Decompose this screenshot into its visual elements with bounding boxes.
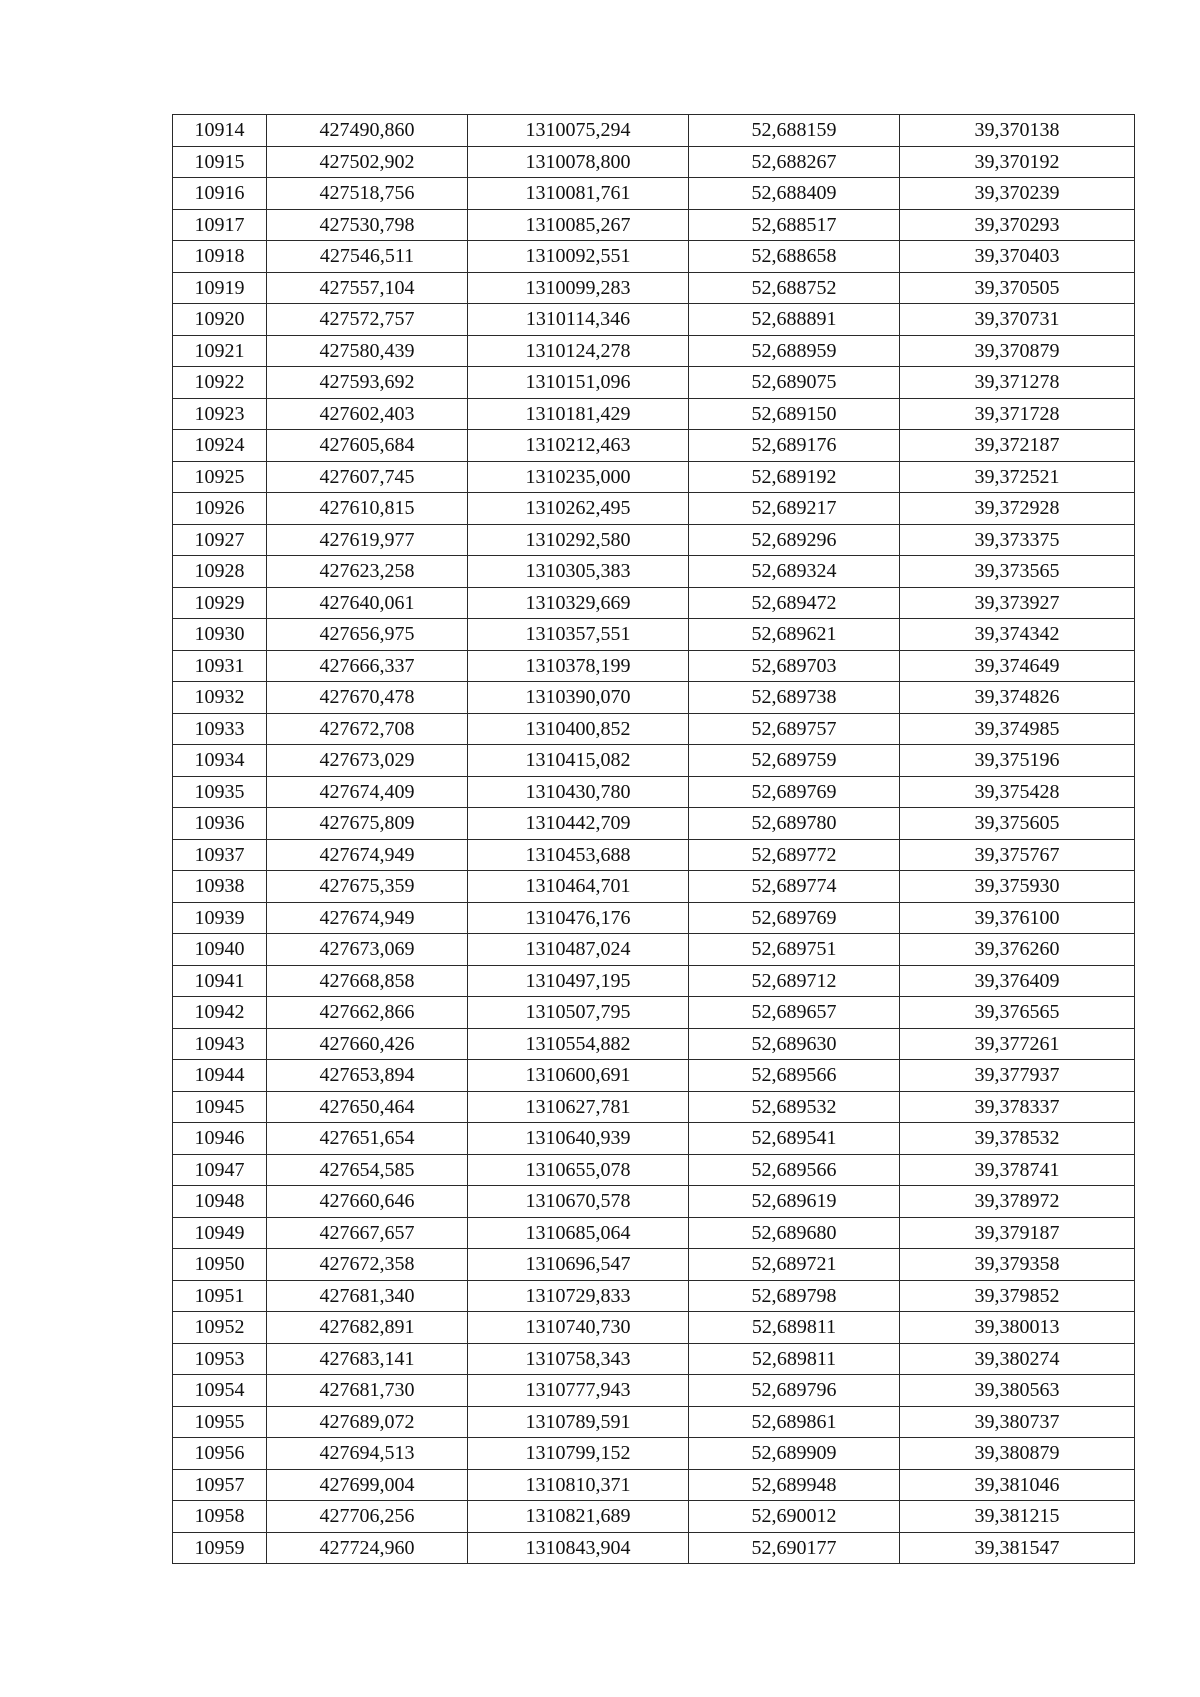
table-row — [173, 146, 1135, 178]
latitude-cell: 52,688267 — [689, 146, 900, 178]
table-row — [173, 335, 1135, 367]
x-coordinate-cell: 427619,977 — [267, 524, 468, 556]
x-coordinate-cell: 427580,439 — [267, 335, 468, 367]
y-coordinate-cell: 1310487,024 — [468, 934, 689, 966]
x-coordinate-cell: 427490,860 — [267, 115, 468, 147]
x-coordinate-cell: 427674,409 — [267, 776, 468, 808]
latitude-cell: 52,690177 — [689, 1532, 900, 1564]
x-coordinate-cell: 427660,646 — [267, 1186, 468, 1218]
table-row — [173, 1406, 1135, 1438]
point-number-cell: 10951 — [173, 1280, 267, 1312]
table-row — [173, 178, 1135, 210]
longitude-cell: 39,370505 — [900, 272, 1135, 304]
table-row — [173, 1343, 1135, 1375]
y-coordinate-cell: 1310453,688 — [468, 839, 689, 871]
table-row — [173, 1028, 1135, 1060]
x-coordinate-cell: 427623,258 — [267, 556, 468, 588]
x-coordinate-cell: 427674,949 — [267, 839, 468, 871]
longitude-cell: 39,375428 — [900, 776, 1135, 808]
x-coordinate-cell: 427530,798 — [267, 209, 468, 241]
longitude-cell: 39,378741 — [900, 1154, 1135, 1186]
latitude-cell: 52,689780 — [689, 808, 900, 840]
latitude-cell: 52,688159 — [689, 115, 900, 147]
x-coordinate-cell: 427681,730 — [267, 1375, 468, 1407]
point-number-cell: 10950 — [173, 1249, 267, 1281]
y-coordinate-cell: 1310442,709 — [468, 808, 689, 840]
table-row — [173, 1375, 1135, 1407]
x-coordinate-cell: 427672,358 — [267, 1249, 468, 1281]
latitude-cell: 52,689566 — [689, 1154, 900, 1186]
y-coordinate-cell: 1310329,669 — [468, 587, 689, 619]
y-coordinate-cell: 1310740,730 — [468, 1312, 689, 1344]
latitude-cell: 52,689811 — [689, 1343, 900, 1375]
y-coordinate-cell: 1310843,904 — [468, 1532, 689, 1564]
longitude-cell: 39,370138 — [900, 115, 1135, 147]
longitude-cell: 39,373375 — [900, 524, 1135, 556]
longitude-cell: 39,374342 — [900, 619, 1135, 651]
latitude-cell: 52,690012 — [689, 1501, 900, 1533]
x-coordinate-cell: 427681,340 — [267, 1280, 468, 1312]
longitude-cell: 39,379358 — [900, 1249, 1135, 1281]
table-row — [173, 871, 1135, 903]
y-coordinate-cell: 1310627,781 — [468, 1091, 689, 1123]
y-coordinate-cell: 1310507,795 — [468, 997, 689, 1029]
point-number-cell: 10921 — [173, 335, 267, 367]
table-row — [173, 1154, 1135, 1186]
point-number-cell: 10923 — [173, 398, 267, 430]
y-coordinate-cell: 1310476,176 — [468, 902, 689, 934]
x-coordinate-cell: 427675,359 — [267, 871, 468, 903]
x-coordinate-cell: 427683,141 — [267, 1343, 468, 1375]
x-coordinate-cell: 427557,104 — [267, 272, 468, 304]
y-coordinate-cell: 1310181,429 — [468, 398, 689, 430]
y-coordinate-cell: 1310212,463 — [468, 430, 689, 462]
table-row — [173, 304, 1135, 336]
latitude-cell: 52,689075 — [689, 367, 900, 399]
x-coordinate-cell: 427706,256 — [267, 1501, 468, 1533]
x-coordinate-cell: 427640,061 — [267, 587, 468, 619]
point-number-cell: 10932 — [173, 682, 267, 714]
longitude-cell: 39,370731 — [900, 304, 1135, 336]
latitude-cell: 52,688752 — [689, 272, 900, 304]
table-row — [173, 1217, 1135, 1249]
table-row — [173, 1469, 1135, 1501]
point-number-cell: 10924 — [173, 430, 267, 462]
x-coordinate-cell: 427650,464 — [267, 1091, 468, 1123]
point-number-cell: 10933 — [173, 713, 267, 745]
latitude-cell: 52,689798 — [689, 1280, 900, 1312]
table-row — [173, 776, 1135, 808]
latitude-cell: 52,688959 — [689, 335, 900, 367]
table-row — [173, 430, 1135, 462]
latitude-cell: 52,689909 — [689, 1438, 900, 1470]
table-row — [173, 115, 1135, 147]
longitude-cell: 39,370403 — [900, 241, 1135, 273]
y-coordinate-cell: 1310685,064 — [468, 1217, 689, 1249]
longitude-cell: 39,378972 — [900, 1186, 1135, 1218]
table-row — [173, 934, 1135, 966]
latitude-cell: 52,689751 — [689, 934, 900, 966]
latitude-cell: 52,689772 — [689, 839, 900, 871]
table-row — [173, 839, 1135, 871]
y-coordinate-cell: 1310357,551 — [468, 619, 689, 651]
x-coordinate-cell: 427502,902 — [267, 146, 468, 178]
x-coordinate-cell: 427668,858 — [267, 965, 468, 997]
x-coordinate-cell: 427694,513 — [267, 1438, 468, 1470]
table-row — [173, 524, 1135, 556]
latitude-cell: 52,689769 — [689, 902, 900, 934]
x-coordinate-cell: 427605,684 — [267, 430, 468, 462]
longitude-cell: 39,380013 — [900, 1312, 1135, 1344]
y-coordinate-cell: 1310810,371 — [468, 1469, 689, 1501]
x-coordinate-cell: 427667,657 — [267, 1217, 468, 1249]
table-row — [173, 367, 1135, 399]
point-number-cell: 10949 — [173, 1217, 267, 1249]
table-row — [173, 1091, 1135, 1123]
latitude-cell: 52,688409 — [689, 178, 900, 210]
table-row — [173, 619, 1135, 651]
y-coordinate-cell: 1310305,383 — [468, 556, 689, 588]
point-number-cell: 10955 — [173, 1406, 267, 1438]
latitude-cell: 52,689703 — [689, 650, 900, 682]
point-number-cell: 10930 — [173, 619, 267, 651]
latitude-cell: 52,689532 — [689, 1091, 900, 1123]
x-coordinate-cell: 427675,809 — [267, 808, 468, 840]
longitude-cell: 39,376409 — [900, 965, 1135, 997]
latitude-cell: 52,689630 — [689, 1028, 900, 1060]
y-coordinate-cell: 1310799,152 — [468, 1438, 689, 1470]
point-number-cell: 10927 — [173, 524, 267, 556]
point-number-cell: 10917 — [173, 209, 267, 241]
latitude-cell: 52,689619 — [689, 1186, 900, 1218]
point-number-cell: 10943 — [173, 1028, 267, 1060]
latitude-cell: 52,689657 — [689, 997, 900, 1029]
x-coordinate-cell: 427689,072 — [267, 1406, 468, 1438]
y-coordinate-cell: 1310777,943 — [468, 1375, 689, 1407]
longitude-cell: 39,373565 — [900, 556, 1135, 588]
longitude-cell: 39,372928 — [900, 493, 1135, 525]
latitude-cell: 52,689566 — [689, 1060, 900, 1092]
point-number-cell: 10959 — [173, 1532, 267, 1564]
x-coordinate-cell: 427607,745 — [267, 461, 468, 493]
longitude-cell: 39,370879 — [900, 335, 1135, 367]
y-coordinate-cell: 1310655,078 — [468, 1154, 689, 1186]
latitude-cell: 52,689721 — [689, 1249, 900, 1281]
y-coordinate-cell: 1310099,283 — [468, 272, 689, 304]
longitude-cell: 39,370293 — [900, 209, 1135, 241]
longitude-cell: 39,379187 — [900, 1217, 1135, 1249]
x-coordinate-cell: 427666,337 — [267, 650, 468, 682]
table-row — [173, 1280, 1135, 1312]
y-coordinate-cell: 1310640,939 — [468, 1123, 689, 1155]
point-number-cell: 10935 — [173, 776, 267, 808]
table-row — [173, 713, 1135, 745]
coordinates-table — [172, 114, 1135, 1564]
point-number-cell: 10957 — [173, 1469, 267, 1501]
point-number-cell: 10925 — [173, 461, 267, 493]
longitude-cell: 39,376565 — [900, 997, 1135, 1029]
table-row — [173, 1532, 1135, 1564]
point-number-cell: 10944 — [173, 1060, 267, 1092]
table-row — [173, 461, 1135, 493]
point-number-cell: 10920 — [173, 304, 267, 336]
longitude-cell: 39,374826 — [900, 682, 1135, 714]
point-number-cell: 10926 — [173, 493, 267, 525]
point-number-cell: 10942 — [173, 997, 267, 1029]
y-coordinate-cell: 1310789,591 — [468, 1406, 689, 1438]
point-number-cell: 10948 — [173, 1186, 267, 1218]
latitude-cell: 52,689541 — [689, 1123, 900, 1155]
y-coordinate-cell: 1310390,070 — [468, 682, 689, 714]
table-row — [173, 1312, 1135, 1344]
x-coordinate-cell: 427660,426 — [267, 1028, 468, 1060]
x-coordinate-cell: 427653,894 — [267, 1060, 468, 1092]
y-coordinate-cell: 1310151,096 — [468, 367, 689, 399]
x-coordinate-cell: 427572,757 — [267, 304, 468, 336]
point-number-cell: 10956 — [173, 1438, 267, 1470]
point-number-cell: 10922 — [173, 367, 267, 399]
table-row — [173, 1249, 1135, 1281]
point-number-cell: 10936 — [173, 808, 267, 840]
point-number-cell: 10929 — [173, 587, 267, 619]
y-coordinate-cell: 1310670,578 — [468, 1186, 689, 1218]
point-number-cell: 10941 — [173, 965, 267, 997]
table-row — [173, 1060, 1135, 1092]
point-number-cell: 10947 — [173, 1154, 267, 1186]
y-coordinate-cell: 1310497,195 — [468, 965, 689, 997]
latitude-cell: 52,689757 — [689, 713, 900, 745]
latitude-cell: 52,689759 — [689, 745, 900, 777]
point-number-cell: 10952 — [173, 1312, 267, 1344]
longitude-cell: 39,380737 — [900, 1406, 1135, 1438]
table-row — [173, 272, 1135, 304]
table-row — [173, 997, 1135, 1029]
y-coordinate-cell: 1310124,278 — [468, 335, 689, 367]
point-number-cell: 10914 — [173, 115, 267, 147]
longitude-cell: 39,376260 — [900, 934, 1135, 966]
latitude-cell: 52,689192 — [689, 461, 900, 493]
point-number-cell: 10938 — [173, 871, 267, 903]
table-row — [173, 1501, 1135, 1533]
longitude-cell: 39,375930 — [900, 871, 1135, 903]
table-row — [173, 1438, 1135, 1470]
longitude-cell: 39,378337 — [900, 1091, 1135, 1123]
latitude-cell: 52,689150 — [689, 398, 900, 430]
x-coordinate-cell: 427651,654 — [267, 1123, 468, 1155]
latitude-cell: 52,689738 — [689, 682, 900, 714]
latitude-cell: 52,689324 — [689, 556, 900, 588]
y-coordinate-cell: 1310696,547 — [468, 1249, 689, 1281]
point-number-cell: 10931 — [173, 650, 267, 682]
latitude-cell: 52,689796 — [689, 1375, 900, 1407]
table-row — [173, 241, 1135, 273]
table-row — [173, 398, 1135, 430]
latitude-cell: 52,689774 — [689, 871, 900, 903]
longitude-cell: 39,371728 — [900, 398, 1135, 430]
y-coordinate-cell: 1310600,691 — [468, 1060, 689, 1092]
point-number-cell: 10919 — [173, 272, 267, 304]
coordinates-table-body — [173, 115, 1135, 1564]
y-coordinate-cell: 1310085,267 — [468, 209, 689, 241]
y-coordinate-cell: 1310729,833 — [468, 1280, 689, 1312]
x-coordinate-cell: 427682,891 — [267, 1312, 468, 1344]
table-row — [173, 682, 1135, 714]
point-number-cell: 10946 — [173, 1123, 267, 1155]
table-row — [173, 493, 1135, 525]
x-coordinate-cell: 427699,004 — [267, 1469, 468, 1501]
x-coordinate-cell: 427518,756 — [267, 178, 468, 210]
longitude-cell: 39,374649 — [900, 650, 1135, 682]
longitude-cell: 39,377937 — [900, 1060, 1135, 1092]
y-coordinate-cell: 1310821,689 — [468, 1501, 689, 1533]
longitude-cell: 39,374985 — [900, 713, 1135, 745]
latitude-cell: 52,689861 — [689, 1406, 900, 1438]
y-coordinate-cell: 1310400,852 — [468, 713, 689, 745]
table-row — [173, 965, 1135, 997]
longitude-cell: 39,372187 — [900, 430, 1135, 462]
y-coordinate-cell: 1310554,882 — [468, 1028, 689, 1060]
y-coordinate-cell: 1310081,761 — [468, 178, 689, 210]
y-coordinate-cell: 1310262,495 — [468, 493, 689, 525]
y-coordinate-cell: 1310092,551 — [468, 241, 689, 273]
y-coordinate-cell: 1310078,800 — [468, 146, 689, 178]
latitude-cell: 52,689472 — [689, 587, 900, 619]
latitude-cell: 52,689296 — [689, 524, 900, 556]
longitude-cell: 39,377261 — [900, 1028, 1135, 1060]
table-row — [173, 587, 1135, 619]
table-row — [173, 808, 1135, 840]
x-coordinate-cell: 427672,708 — [267, 713, 468, 745]
longitude-cell: 39,380563 — [900, 1375, 1135, 1407]
y-coordinate-cell: 1310758,343 — [468, 1343, 689, 1375]
point-number-cell: 10916 — [173, 178, 267, 210]
point-number-cell: 10937 — [173, 839, 267, 871]
x-coordinate-cell: 427593,692 — [267, 367, 468, 399]
longitude-cell: 39,380274 — [900, 1343, 1135, 1375]
latitude-cell: 52,689176 — [689, 430, 900, 462]
table-row — [173, 1186, 1135, 1218]
longitude-cell: 39,379852 — [900, 1280, 1135, 1312]
longitude-cell: 39,375767 — [900, 839, 1135, 871]
latitude-cell: 52,688517 — [689, 209, 900, 241]
latitude-cell: 52,689621 — [689, 619, 900, 651]
y-coordinate-cell: 1310292,580 — [468, 524, 689, 556]
latitude-cell: 52,689948 — [689, 1469, 900, 1501]
y-coordinate-cell: 1310075,294 — [468, 115, 689, 147]
longitude-cell: 39,375196 — [900, 745, 1135, 777]
x-coordinate-cell: 427673,069 — [267, 934, 468, 966]
longitude-cell: 39,378532 — [900, 1123, 1135, 1155]
table-row — [173, 209, 1135, 241]
y-coordinate-cell: 1310378,199 — [468, 650, 689, 682]
point-number-cell: 10958 — [173, 1501, 267, 1533]
point-number-cell: 10953 — [173, 1343, 267, 1375]
table-row — [173, 556, 1135, 588]
longitude-cell: 39,371278 — [900, 367, 1135, 399]
latitude-cell: 52,689680 — [689, 1217, 900, 1249]
longitude-cell: 39,381215 — [900, 1501, 1135, 1533]
longitude-cell: 39,380879 — [900, 1438, 1135, 1470]
x-coordinate-cell: 427546,511 — [267, 241, 468, 273]
x-coordinate-cell: 427670,478 — [267, 682, 468, 714]
latitude-cell: 52,689769 — [689, 776, 900, 808]
point-number-cell: 10915 — [173, 146, 267, 178]
y-coordinate-cell: 1310235,000 — [468, 461, 689, 493]
point-number-cell: 10928 — [173, 556, 267, 588]
x-coordinate-cell: 427662,866 — [267, 997, 468, 1029]
table-row — [173, 1123, 1135, 1155]
point-number-cell: 10940 — [173, 934, 267, 966]
latitude-cell: 52,689217 — [689, 493, 900, 525]
longitude-cell: 39,375605 — [900, 808, 1135, 840]
x-coordinate-cell: 427656,975 — [267, 619, 468, 651]
y-coordinate-cell: 1310430,780 — [468, 776, 689, 808]
point-number-cell: 10918 — [173, 241, 267, 273]
longitude-cell: 39,376100 — [900, 902, 1135, 934]
x-coordinate-cell: 427674,949 — [267, 902, 468, 934]
y-coordinate-cell: 1310415,082 — [468, 745, 689, 777]
x-coordinate-cell: 427673,029 — [267, 745, 468, 777]
x-coordinate-cell: 427654,585 — [267, 1154, 468, 1186]
latitude-cell: 52,688891 — [689, 304, 900, 336]
x-coordinate-cell: 427724,960 — [267, 1532, 468, 1564]
longitude-cell: 39,381046 — [900, 1469, 1135, 1501]
x-coordinate-cell: 427610,815 — [267, 493, 468, 525]
longitude-cell: 39,370192 — [900, 146, 1135, 178]
y-coordinate-cell: 1310114,346 — [468, 304, 689, 336]
longitude-cell: 39,373927 — [900, 587, 1135, 619]
latitude-cell: 52,689712 — [689, 965, 900, 997]
x-coordinate-cell: 427602,403 — [267, 398, 468, 430]
table-row — [173, 745, 1135, 777]
point-number-cell: 10945 — [173, 1091, 267, 1123]
longitude-cell: 39,372521 — [900, 461, 1135, 493]
latitude-cell: 52,689811 — [689, 1312, 900, 1344]
point-number-cell: 10954 — [173, 1375, 267, 1407]
y-coordinate-cell: 1310464,701 — [468, 871, 689, 903]
latitude-cell: 52,688658 — [689, 241, 900, 273]
longitude-cell: 39,381547 — [900, 1532, 1135, 1564]
table-row — [173, 650, 1135, 682]
longitude-cell: 39,370239 — [900, 178, 1135, 210]
point-number-cell: 10939 — [173, 902, 267, 934]
point-number-cell: 10934 — [173, 745, 267, 777]
table-row — [173, 902, 1135, 934]
